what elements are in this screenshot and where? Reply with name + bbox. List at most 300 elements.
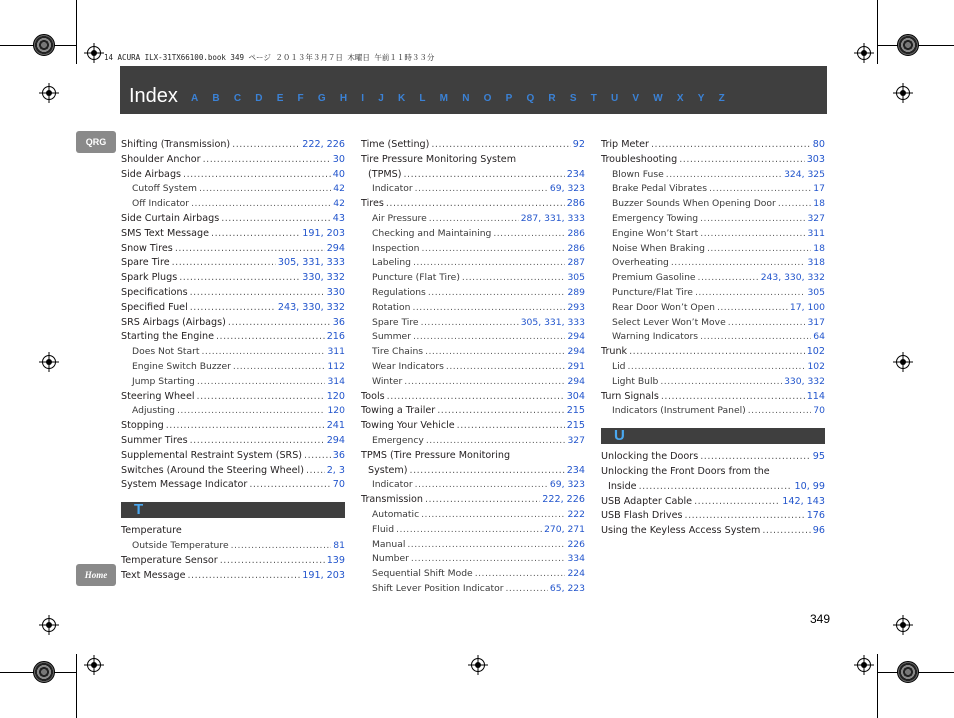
index-subentry — [361, 552, 585, 567]
page-reference-link[interactable]: 120 — [326, 390, 345, 402]
entry-label: Text Message — [121, 569, 186, 581]
page-reference-link[interactable]: 241 — [326, 420, 345, 432]
dot-leader — [231, 539, 332, 554]
page-reference-link[interactable]: 294 — [567, 346, 585, 358]
page-reference-link[interactable]: 311 — [807, 227, 825, 239]
index-subentry — [601, 271, 825, 286]
entry-label: Puncture (Flat Tire) — [372, 272, 460, 284]
index-entry — [121, 434, 345, 449]
index-subentry — [361, 375, 585, 390]
page-reference-link[interactable]: 18 — [813, 198, 825, 210]
index-subentry — [361, 360, 585, 375]
entry-label: Inspection — [372, 242, 420, 254]
letter-link[interactable]: R — [548, 93, 556, 104]
dot-leader — [493, 227, 565, 242]
page-reference-link[interactable]: 305 — [567, 272, 585, 284]
index-entry — [601, 153, 825, 168]
index-subentry — [361, 256, 585, 271]
entry-label: Spare Tire — [372, 316, 419, 328]
letter-link[interactable]: H — [339, 93, 348, 104]
entry-label: (TPMS) — [368, 168, 402, 180]
index-subentry — [361, 567, 585, 582]
index-entry — [361, 464, 585, 479]
dot-leader — [685, 509, 805, 524]
dot-leader — [639, 480, 793, 495]
dot-leader — [700, 450, 811, 465]
page-reference-link[interactable]: 294 — [326, 434, 345, 446]
page-reference-link[interactable]: 30 — [332, 153, 345, 165]
dot-leader — [177, 404, 326, 419]
page-reference-link[interactable]: 222 — [567, 508, 585, 520]
dot-leader — [431, 138, 570, 153]
letter-link[interactable]: L — [419, 93, 426, 104]
entry-label: System Message Indicator — [121, 479, 248, 491]
dot-leader — [216, 330, 325, 345]
page-reference-link[interactable]: 142, 143 — [782, 495, 825, 507]
dot-leader — [190, 434, 325, 449]
dot-leader — [188, 569, 301, 584]
page-reference-link[interactable]: 81 — [333, 539, 345, 551]
dot-leader — [694, 495, 780, 510]
entry-label: Noise When Braking — [612, 242, 705, 254]
page-reference-link[interactable]: 305, 331, 333 — [520, 316, 585, 328]
page-reference-link[interactable]: 234 — [566, 168, 585, 180]
index-subentry — [601, 316, 825, 331]
page-reference-link[interactable]: 294 — [567, 375, 585, 387]
entry-label: Transmission — [361, 494, 423, 506]
index-subentry — [601, 212, 825, 227]
page-reference-link[interactable]: 243, 330, 332 — [760, 272, 825, 284]
index-subentry — [361, 271, 585, 286]
index-entry — [601, 450, 825, 465]
index-entry — [121, 256, 345, 271]
entry-label: Shifting (Transmission) — [121, 139, 231, 150]
dot-leader — [404, 375, 565, 390]
letter-link[interactable]: V — [632, 93, 640, 104]
entry-label: Wear Indicators — [372, 360, 444, 372]
dot-leader — [415, 478, 548, 493]
entry-label: Warning Indicators — [612, 331, 699, 343]
page-reference-link[interactable]: 215 — [566, 420, 585, 432]
index-subentry — [361, 508, 585, 523]
index-header-bar — [120, 66, 827, 114]
index-entry — [601, 524, 825, 539]
letter-link[interactable]: Y — [697, 93, 705, 104]
entry-label: Select Lever Won’t Move — [612, 316, 726, 328]
entry-label: Summer — [372, 331, 411, 343]
dot-leader — [426, 434, 566, 449]
page-reference-link[interactable]: 222, 226 — [302, 139, 345, 150]
letter-link[interactable]: F — [297, 93, 304, 104]
index-subentry — [361, 301, 585, 316]
index-entry — [601, 495, 825, 510]
page-reference-link[interactable]: 216 — [326, 331, 345, 343]
letter-link[interactable]: T — [590, 93, 597, 104]
entry-label: Brake Pedal Vibrates — [612, 183, 707, 195]
dot-leader — [679, 153, 804, 168]
dot-leader — [475, 567, 566, 582]
dot-leader — [404, 168, 565, 183]
page-reference-link[interactable]: 287 — [567, 257, 585, 269]
index-entry: Unlocking the Front Doors from the — [601, 465, 770, 477]
entry-label: Regulations — [372, 286, 426, 298]
entry-label: Manual — [372, 538, 406, 550]
page-reference-link[interactable]: 270, 271 — [544, 523, 585, 535]
entry-label: Labeling — [372, 257, 411, 269]
page-reference-link[interactable]: 305, 331, 333 — [277, 257, 345, 269]
dot-leader — [428, 286, 566, 301]
entry-label: Towing a Trailer — [361, 405, 436, 417]
dot-leader — [651, 138, 811, 153]
page-reference-link[interactable]: 42 — [333, 198, 345, 210]
dot-leader — [457, 419, 565, 434]
index-subentry — [121, 182, 345, 197]
letter-link[interactable]: B — [212, 93, 220, 104]
index-entry — [361, 168, 585, 183]
index-subentry — [601, 242, 825, 257]
page-reference-link[interactable]: 69, 323 — [549, 479, 585, 491]
entry-label: Trip Meter — [601, 139, 649, 150]
index-subentry — [121, 404, 345, 419]
entry-label: Fluid — [372, 523, 395, 535]
letter-link[interactable]: Q — [526, 93, 535, 104]
entry-label: Automatic — [372, 508, 420, 520]
index-entry — [121, 301, 345, 316]
dot-leader — [429, 212, 519, 227]
dot-leader — [425, 345, 565, 360]
index-subentry — [121, 345, 345, 360]
entry-label: Winter — [372, 375, 403, 387]
index-subentry — [601, 360, 825, 375]
index-entry: Temperature — [121, 525, 182, 537]
page-reference-link[interactable]: 334 — [567, 553, 585, 565]
letter-link[interactable]: C — [233, 93, 242, 104]
page-reference-link[interactable]: 303 — [806, 153, 825, 165]
page-reference-link[interactable]: 304 — [566, 390, 585, 402]
section-header-t: T — [121, 502, 345, 518]
entry-label: Puncture/Flat Tire — [612, 286, 693, 298]
dot-leader — [190, 301, 276, 316]
index-subentry — [601, 197, 825, 212]
page-reference-link[interactable]: 17, 100 — [789, 301, 825, 313]
entry-label: Tools — [361, 390, 385, 402]
page-reference-link[interactable]: 40 — [332, 168, 345, 180]
letter-link[interactable]: S — [569, 93, 577, 104]
dot-leader — [748, 404, 812, 419]
index-subentry — [361, 212, 585, 227]
page-reference-link[interactable]: 324, 325 — [784, 168, 825, 180]
index-entry — [121, 316, 345, 331]
entry-label: Unlocking the Doors — [601, 451, 699, 463]
dot-leader — [661, 390, 805, 405]
page-reference-link[interactable]: 314 — [327, 375, 345, 387]
page-reference-link[interactable]: 224 — [567, 568, 585, 580]
page-reference-link[interactable]: 287, 331, 333 — [520, 212, 585, 224]
letter-link[interactable]: O — [483, 93, 492, 104]
index-entry — [361, 493, 585, 508]
entry-label: Spare Tire — [121, 257, 170, 269]
page-reference-link[interactable]: 294 — [567, 331, 585, 343]
index-entry — [121, 271, 345, 286]
page-reference-link[interactable]: 176 — [806, 510, 825, 522]
index-subentry — [601, 168, 825, 183]
index-subentry — [601, 182, 825, 197]
entry-label: SRS Airbags (Airbags) — [121, 316, 226, 328]
page-reference-link[interactable]: 286 — [567, 242, 585, 254]
dot-leader — [413, 256, 565, 271]
index-subentry — [601, 227, 825, 242]
dot-leader — [415, 182, 548, 197]
dot-leader — [411, 552, 566, 567]
entry-label: Starting the Engine — [121, 331, 214, 343]
index-column-2 — [361, 138, 585, 597]
page-reference-link[interactable]: 191, 203 — [302, 227, 345, 239]
page-reference-link[interactable]: 226 — [567, 538, 585, 550]
dot-leader — [304, 449, 331, 464]
home-button[interactable]: Home — [76, 564, 116, 586]
entry-label: Engine Won’t Start — [612, 227, 699, 239]
letter-link[interactable]: E — [276, 93, 284, 104]
index-subentry — [361, 582, 585, 597]
page-reference-link[interactable]: 139 — [326, 554, 345, 566]
page-reference-link[interactable]: 102 — [806, 346, 825, 358]
dot-leader — [396, 523, 542, 538]
letter-link[interactable]: U — [611, 93, 619, 104]
entry-label: Outside Temperature — [132, 539, 229, 551]
entry-label: Stopping — [121, 420, 164, 432]
dot-leader — [412, 301, 565, 316]
index-subentry — [361, 182, 585, 197]
index-subentry — [361, 286, 585, 301]
dot-leader — [191, 197, 331, 212]
index-subentry — [121, 375, 345, 390]
letter-link[interactable]: A — [191, 93, 199, 104]
index-entry — [121, 419, 345, 434]
index-subentry — [601, 330, 825, 345]
dot-leader — [172, 256, 276, 271]
index-subentry — [361, 242, 585, 257]
dot-leader — [671, 256, 806, 271]
entry-label: Number — [372, 553, 409, 565]
page-reference-link[interactable]: 327 — [567, 434, 585, 446]
index-entry: TPMS (Tire Pressure Monitoring — [361, 449, 511, 461]
dot-leader — [660, 375, 782, 390]
entry-label: USB Flash Drives — [601, 510, 683, 522]
entry-label: Tire Chains — [372, 346, 424, 358]
dot-leader — [306, 464, 325, 479]
entry-label: Does Not Start — [132, 346, 200, 358]
index-subentry — [601, 301, 825, 316]
dot-leader — [700, 227, 805, 242]
entry-label: Rear Door Won’t Open — [612, 301, 715, 313]
page-reference-link[interactable]: 289 — [567, 286, 585, 298]
entry-label: Buzzer Sounds When Opening Door — [612, 198, 776, 210]
dot-leader — [709, 182, 811, 197]
dot-leader — [220, 554, 325, 569]
dot-leader — [249, 478, 330, 493]
dot-leader — [410, 464, 565, 479]
index-entry — [361, 419, 585, 434]
entry-label: Adjusting — [132, 405, 175, 417]
page-reference-link[interactable]: 120 — [327, 405, 345, 417]
page-reference-link[interactable]: 318 — [807, 257, 825, 269]
index-entry — [121, 168, 345, 183]
entry-label: Side Curtain Airbags — [121, 212, 220, 224]
dot-leader — [199, 182, 331, 197]
letter-link[interactable]: X — [676, 93, 684, 104]
dot-leader — [166, 419, 325, 434]
entry-label: Tires — [361, 198, 384, 210]
page-reference-link[interactable]: 191, 203 — [302, 569, 345, 581]
index-entry — [121, 478, 345, 493]
index-entry — [601, 138, 825, 153]
entry-label: Supplemental Restraint System (SRS) — [121, 449, 303, 461]
dot-leader — [179, 271, 300, 286]
page-reference-link[interactable]: 17 — [813, 183, 825, 195]
page-reference-link[interactable]: 36 — [332, 449, 345, 461]
entry-label: Spark Plugs — [121, 272, 178, 284]
page-reference-link[interactable]: 222, 226 — [542, 494, 585, 506]
letter-link[interactable]: P — [505, 93, 513, 104]
page-reference-link[interactable]: 291 — [567, 360, 585, 372]
dot-leader — [628, 360, 806, 375]
dot-leader — [190, 286, 325, 301]
dot-leader — [197, 390, 325, 405]
dot-leader — [221, 212, 331, 227]
entry-label: Temperature Sensor — [121, 554, 218, 566]
page-reference-link[interactable]: 36 — [332, 316, 345, 328]
page-reference-link[interactable]: 330 — [326, 286, 345, 298]
page-reference-link[interactable]: 215 — [566, 405, 585, 417]
page-reference-link[interactable]: 114 — [806, 390, 825, 402]
dot-leader — [421, 508, 565, 523]
letter-link[interactable]: J — [378, 93, 384, 104]
index-entry — [601, 390, 825, 405]
index-subentry — [601, 404, 825, 419]
letter-link[interactable]: W — [653, 93, 663, 104]
dot-leader — [197, 375, 326, 390]
entry-label: Sequential Shift Mode — [372, 568, 473, 580]
entry-label: Indicator — [372, 479, 413, 491]
index-subentry — [361, 330, 585, 345]
dot-leader — [717, 301, 788, 316]
index-entry — [121, 390, 345, 405]
index-entry — [121, 449, 345, 464]
page-reference-link[interactable]: 293 — [567, 301, 585, 313]
letter-link[interactable]: K — [397, 93, 406, 104]
entry-label: Cutoff System — [132, 183, 197, 195]
index-subentry — [361, 316, 585, 331]
page-reference-link[interactable]: 286 — [566, 198, 585, 210]
dot-leader — [202, 345, 326, 360]
dot-leader — [203, 153, 331, 168]
dot-leader — [700, 330, 811, 345]
dot-leader — [506, 582, 548, 597]
letter-link[interactable]: Z — [718, 93, 725, 104]
page-reference-link[interactable]: 18 — [813, 242, 825, 254]
page-reference-link[interactable]: 70 — [813, 405, 825, 417]
page-reference-link[interactable]: 95 — [812, 451, 825, 463]
letter-link[interactable]: M — [439, 93, 449, 104]
entry-label: Rotation — [372, 301, 411, 313]
page-reference-link[interactable]: 2, 3 — [326, 464, 345, 476]
entry-label: Emergency Towing — [612, 212, 699, 224]
entry-label: Blown Fuse — [612, 168, 664, 180]
index-entry — [121, 138, 345, 153]
letter-link[interactable]: N — [462, 93, 470, 104]
page-reference-link[interactable]: 96 — [812, 525, 825, 537]
page-reference-link[interactable]: 112 — [327, 360, 345, 372]
index-column-1 — [121, 138, 345, 583]
dot-leader — [228, 316, 331, 331]
dot-leader — [707, 242, 811, 257]
dot-leader — [421, 316, 519, 331]
page-reference-link[interactable]: 327 — [807, 212, 825, 224]
entry-label: Summer Tires — [121, 434, 188, 446]
page-reference-link[interactable]: 234 — [566, 464, 585, 476]
page-reference-link[interactable]: 69, 323 — [549, 183, 585, 195]
entry-label: System) — [368, 464, 408, 476]
dot-leader — [666, 168, 782, 183]
dot-leader — [698, 271, 759, 286]
dot-leader — [413, 330, 565, 345]
dot-leader — [778, 197, 811, 212]
index-column-3 — [601, 138, 825, 539]
page-reference-link[interactable]: 92 — [572, 139, 585, 150]
page-reference-link[interactable]: 65, 223 — [549, 582, 585, 594]
page-reference-link[interactable]: 10, 99 — [794, 480, 825, 492]
index-entry — [121, 212, 345, 227]
letter-link[interactable]: G — [317, 93, 326, 104]
page-reference-link[interactable]: 294 — [326, 242, 345, 254]
dot-leader — [232, 138, 300, 153]
page-title: Index — [129, 85, 178, 107]
page-reference-link[interactable]: 64 — [813, 331, 825, 343]
dot-leader — [407, 538, 565, 553]
letter-link[interactable]: D — [255, 93, 263, 104]
qrg-button[interactable]: QRG — [76, 131, 116, 153]
index-entry — [121, 227, 345, 242]
page-reference-link[interactable]: 42 — [333, 183, 345, 195]
entry-label: Engine Switch Buzzer — [132, 360, 231, 372]
page-reference-link[interactable]: 305 — [807, 286, 825, 298]
page-reference-link[interactable]: 330, 332 — [784, 375, 825, 387]
page-reference-link[interactable]: 330, 332 — [302, 272, 345, 284]
entry-label: Lid — [612, 360, 626, 372]
index-entry — [601, 345, 825, 360]
index-entry — [121, 554, 345, 569]
print-header-line: 14 ACURA ILX-31TX66100.book 349 ページ ２０１３年３月７日 木曜日 午前１１時３３分 — [104, 53, 435, 62]
index-subentry — [361, 434, 585, 449]
letter-link[interactable]: I — [361, 93, 365, 104]
page-reference-link[interactable]: 317 — [807, 316, 825, 328]
dot-leader — [175, 242, 325, 257]
page-reference-link[interactable]: 286 — [567, 227, 585, 239]
dot-leader — [421, 242, 565, 257]
entry-label: Air Pressure — [372, 212, 427, 224]
dot-leader — [728, 316, 806, 331]
page-reference-link[interactable]: 80 — [812, 139, 825, 150]
page-reference-link[interactable]: 43 — [332, 212, 345, 224]
index-subentry — [361, 523, 585, 538]
page-reference-link[interactable]: 311 — [327, 346, 345, 358]
page-reference-link[interactable]: 243, 330, 332 — [277, 301, 345, 313]
entry-label: Light Bulb — [612, 375, 659, 387]
page-reference-link[interactable]: 102 — [807, 360, 825, 372]
index-entry — [601, 480, 825, 495]
dot-leader — [211, 227, 300, 242]
page-reference-link[interactable]: 70 — [332, 479, 345, 491]
